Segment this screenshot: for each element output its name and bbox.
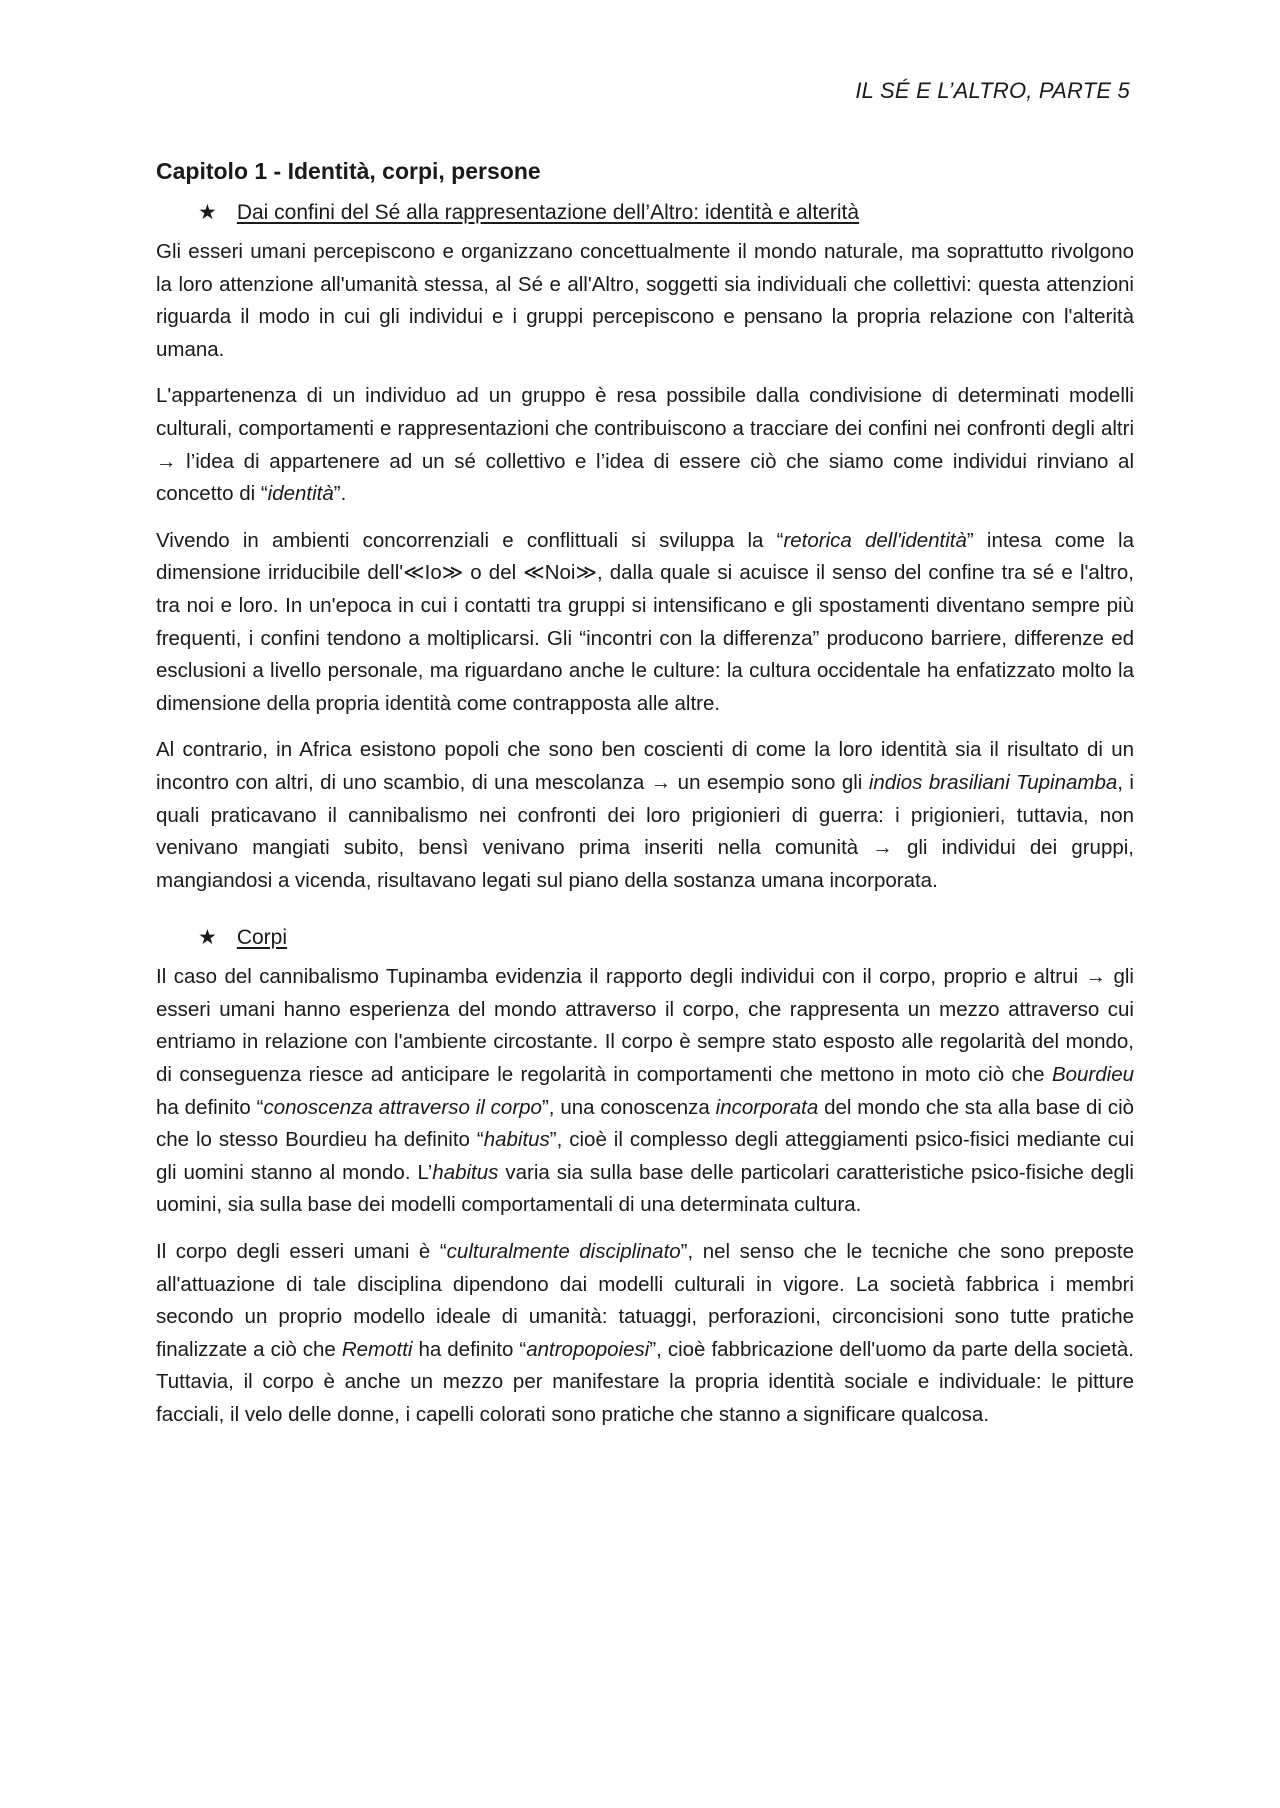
italic-run: indios brasiliani Tupinamba	[868, 770, 1118, 794]
text-run: ha definito “	[412, 1337, 527, 1361]
text-run: , i quali praticavano il cannibalismo nei confronti dei loro prigionieri di guerra: i prigionieri, tuttavia, non venivano mangiati subito, bensì venivano prima inseriti nella comunità → gli individui dei gruppi, mangiandosi a vicenda, risultavano legati sul piano della sostanza umana incorporata.	[156, 770, 1134, 892]
text-run: L'appartenenza di un individuo ad un gruppo è resa possibile dalla condivisione di determinati modelli culturali, comportamenti e rappresentazioni che contribuiscono a tracciare dei confini nei confronti degli altri → l’idea di appartenere ad un sé collettivo e l’idea di essere ciò che siamo come individui rinviano al concetto di “	[156, 384, 1134, 506]
text-run: ”.	[333, 482, 347, 506]
text-run: del mondo che sta alla base di ciò che lo stesso Bourdieu ha definito “	[156, 1095, 1135, 1152]
text-run: ”, cioè fabbricazione dell'uomo da parte della società. Tuttavia, il corpo è anche un mezzo per manifestare la propria identità sociale e individuale: le pitture facciali, il velo delle donne, i capelli colorati sono pratiche che stanno a significare qualcosa.	[156, 1337, 1134, 1426]
section-heading-text: Corpi	[236, 926, 288, 950]
text-run: ” intesa come la dimensione irriducibile dell'≪Io≫ o del ≪Noi≫, dalla quale si acuisce il senso del confine tra sé e l'altro, tra noi e loro. In un'epoca in cui i contatti tra gruppi si intensificano e gli spostamenti diventano sempre più frequenti, i confini tendono a moltiplicarsi. Gli “incontri con la differenza” producono barriere, differenze ed esclusioni a livello personale, ma riguardano anche le culture: la cultura occidentale ha enfatizzato molto la dimensione della propria identità come contrapposta alle altre.	[156, 528, 1135, 715]
italic-run: culturalmente disciplinato	[446, 1240, 681, 1264]
paragraph	[156, 380, 1134, 510]
italic-run: habitus	[432, 1160, 499, 1184]
text-run: varia sia sulla base delle particolari caratteristiche psico-fisiche degli uomini, sia sulla base dei modelli comportamentali di una determinata cultura.	[156, 1160, 1134, 1217]
star-bullet-icon: ★	[198, 201, 217, 224]
paragraph	[156, 1236, 1134, 1432]
text-run: ”, cioè il complesso degli atteggiamenti psico-fisici mediante cui gli uomini stanno al mondo. L’	[156, 1128, 1134, 1184]
italic-run: Bourdieu	[1051, 1063, 1134, 1087]
italic-run: identità	[267, 482, 334, 506]
italic-run: incorporata	[715, 1095, 819, 1119]
text-run: Il corpo degli esseri umani è “	[156, 1240, 447, 1264]
italic-run: antropopoiesi	[526, 1337, 650, 1361]
paragraph	[156, 525, 1134, 721]
italic-run: conoscenza attraverso il corpo	[263, 1095, 542, 1119]
section-heading-corpi	[198, 923, 1134, 953]
document-body	[156, 152, 1134, 1446]
paragraph	[156, 734, 1134, 897]
text-run: Gli esseri umani percepiscono e organizzano concettualmente il mondo naturale, ma soprattutto rivolgono la loro attenzione all'umanità stessa, al Sé e all'Altro, soggetti sia individuali che collettivi: questa attenzioni riguarda il modo in cui gli individui e i gruppi percepiscono e pensano la propria relazione con l'alterità umana.	[156, 240, 1134, 361]
italic-run: retorica dell'identità	[783, 528, 967, 552]
section-heading-text: Dai confini del Sé alla rappresentazione dell’Altro: identità e alterità	[236, 201, 860, 224]
section-heading-identita	[198, 198, 1134, 228]
text-run: Al contrario, in Africa esistono popoli che sono ben coscienti di come la loro identità sia il risultato di un incontro con altri, di uno scambio, di una mescolanza → un esempio sono gli	[156, 738, 1134, 794]
paragraph	[156, 961, 1134, 1222]
text-run: Il caso del cannibalismo Tupinamba evidenzia il rapporto degli individui con il corpo, proprio e altrui → gli esseri umani hanno esperienza del mondo attraverso il corpo, che rappresenta un mezzo attraverso cui entriamo in relazione con l'ambiente circostante. Il corpo è sempre stato esposto alle regolarità del mondo, di conseguenza riesce ad anticipare le regolarità in comportamenti che mettono in moto ciò che	[156, 965, 1134, 1087]
italic-run: habitus	[483, 1128, 550, 1152]
text-run: ha definito “	[156, 1095, 264, 1119]
text-run: ”, una conoscenza	[541, 1095, 716, 1119]
star-bullet-icon: ★	[198, 926, 217, 950]
running-header: IL SÉ E L’ALTRO, PARTE 5	[855, 78, 1130, 103]
italic-run: Remotti	[341, 1337, 413, 1361]
text-run: ”, nel senso che le tecniche che sono preposte all'attuazione di tale disciplina dipendono dai modelli culturali in vigore. La società fabbrica i membri secondo un proprio modello ideale di umanità: tatuaggi, perforazioni, circoncisioni sono tutte pratiche finalizzate a ciò che	[156, 1240, 1134, 1361]
paragraph	[156, 236, 1134, 366]
text-run: Vivendo in ambienti concorrenziali e conflittuali si sviluppa la “	[156, 528, 784, 552]
chapter-title: Capitolo 1 - Identità, corpi, persone	[156, 158, 541, 184]
